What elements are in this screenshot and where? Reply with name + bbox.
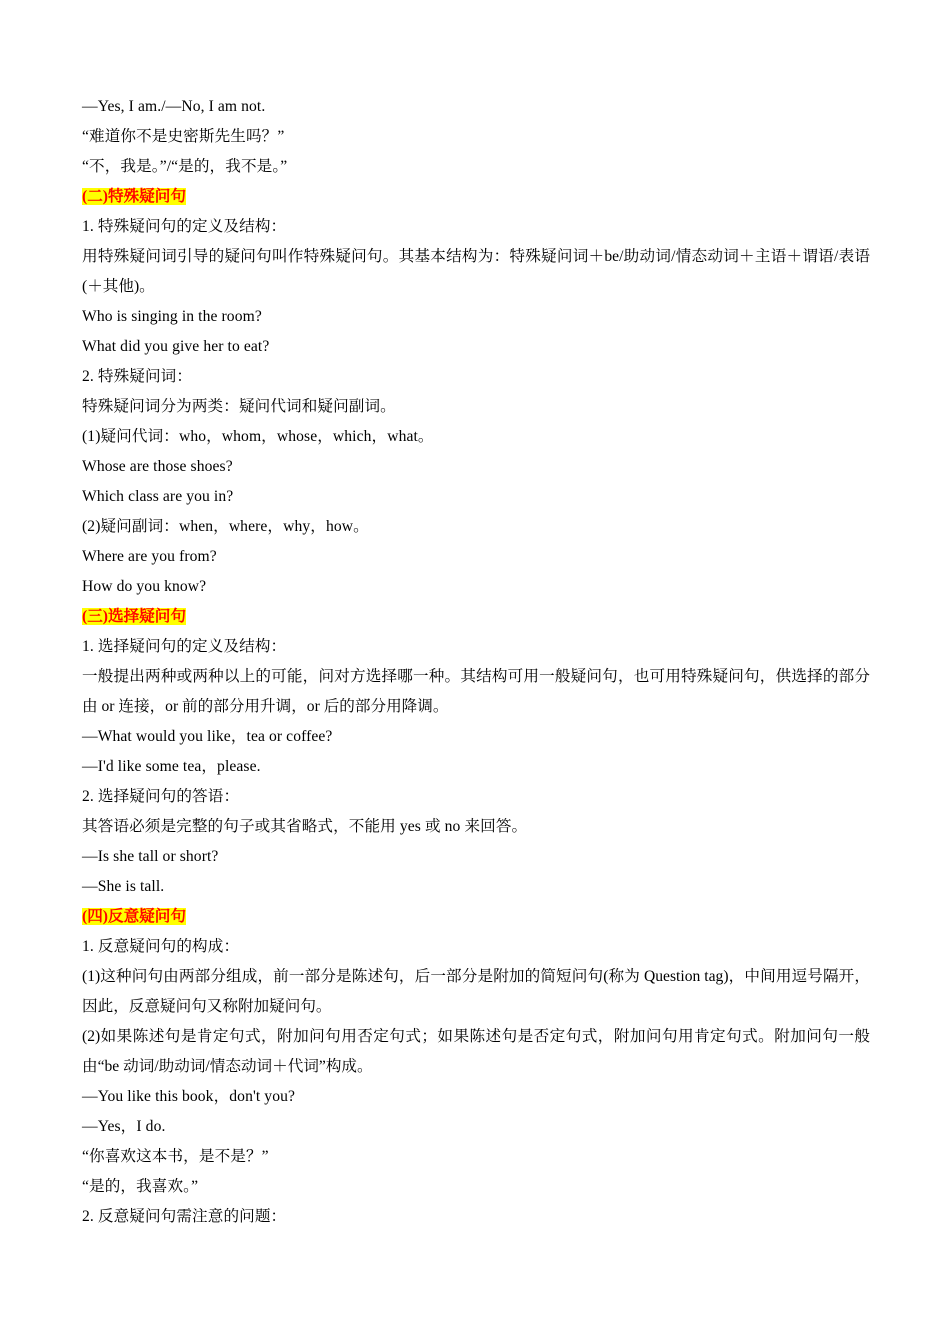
- text-line: 2. 选择疑问句的答语：: [82, 788, 240, 805]
- section-heading-row: [82, 902, 870, 932]
- paragraph: 一般提出两种或两种以上的可能，问对方选择哪一种。其结构可用一般疑问句，也可用特殊疑问句，供选择的部分由 or 连接，or 前的部分用升调，or 后的部分用降调。: [82, 668, 870, 715]
- section-heading: (三)选择疑问句: [82, 608, 186, 625]
- text-line: 1. 选择疑问句的定义及结构：: [82, 638, 287, 655]
- text-line: What did you give her to eat?: [82, 338, 270, 355]
- text-line: —I'd like some tea，please.: [82, 758, 261, 775]
- text-line: 2. 特殊疑问词：: [82, 368, 193, 385]
- text-line: 1. 反意疑问句的构成：: [82, 938, 240, 955]
- section-heading-row: [82, 602, 870, 632]
- text-line: Where are you from?: [82, 548, 217, 565]
- text-line: “难道你不是史密斯先生吗？”: [82, 128, 285, 145]
- text-line: “你喜欢这本书，是不是？”: [82, 1148, 269, 1165]
- text-line: “是的，我喜欢。”: [82, 1178, 199, 1195]
- text-line: —Yes, I am./—No, I am not.: [82, 98, 266, 115]
- text-line: —Is she tall or short?: [82, 848, 219, 865]
- text-line: 1. 特殊疑问句的定义及结构：: [82, 218, 287, 235]
- text-line: 其答语必须是完整的句子或其省略式，不能用 yes 或 no 来回答。: [82, 818, 528, 835]
- text-line: (1)疑问代词：who，whom，whose，which，what。: [82, 428, 434, 445]
- section-heading: (二)特殊疑问句: [82, 188, 186, 205]
- paragraph: 用特殊疑问词引导的疑问句叫作特殊疑问句。其基本结构为：特殊疑问词＋be/助动词/情态动词＋主语＋谓语/表语(＋其他)。: [82, 248, 870, 295]
- text-line: 2. 反意疑问句需注意的问题：: [82, 1208, 287, 1225]
- section-heading: (四)反意疑问句: [82, 908, 186, 925]
- paragraph: (1)这种问句由两部分组成，前一部分是陈述句，后一部分是附加的简短问句(称为 Question tag)，中间用逗号隔开，因此，反意疑问句又称附加疑问句。: [82, 968, 870, 1015]
- text-line: —She is tall.: [82, 878, 165, 895]
- text-line: Who is singing in the room?: [82, 308, 262, 325]
- text-line: How do you know?: [82, 578, 207, 595]
- text-line: 特殊疑问词分为两类：疑问代词和疑问副词。: [82, 398, 396, 415]
- text-line: “不，我是。”/“是的，我不是。”: [82, 158, 288, 175]
- text-line: (2)疑问副词：when，where，why，how。: [82, 518, 369, 535]
- text-line: —You like this book，don't you?: [82, 1088, 296, 1105]
- text-line: —Yes，I do.: [82, 1118, 166, 1135]
- section-heading-row: [82, 182, 870, 212]
- text-line: —What would you like，tea or coffee?: [82, 728, 333, 745]
- text-line: Which class are you in?: [82, 488, 234, 505]
- paragraph: (2)如果陈述句是肯定句式，附加问句用否定句式；如果陈述句是否定句式，附加问句用肯定句式。附加问句一般由“be 动词/助动词/情态动词＋代词”构成。: [82, 1028, 870, 1075]
- text-line: Whose are those shoes?: [82, 458, 233, 475]
